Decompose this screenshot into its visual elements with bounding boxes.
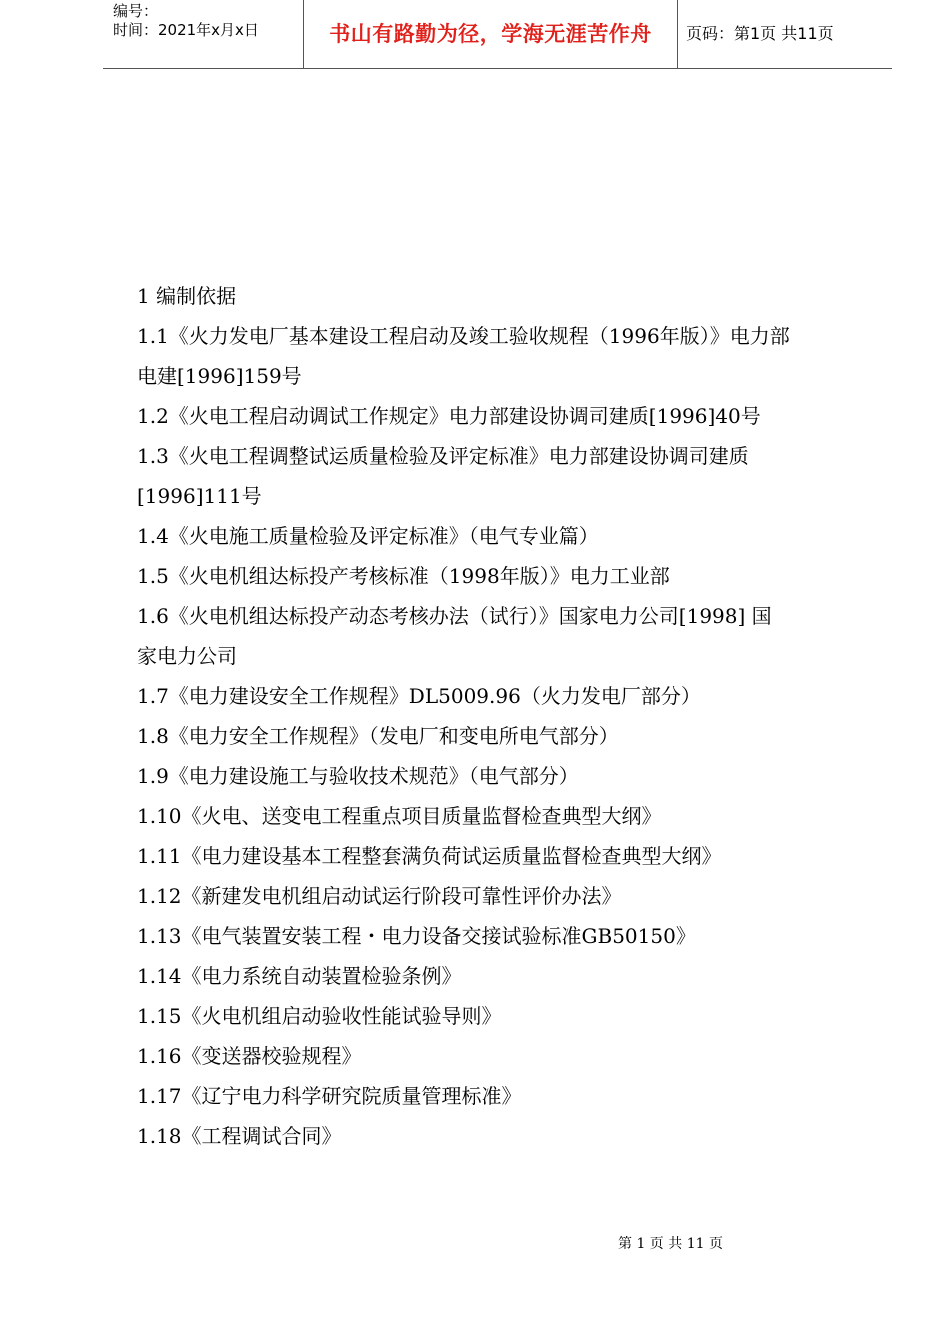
header-motto: 书山有路勤为径，学海无涯苦作舟 [304,0,678,68]
header-meta [103,0,304,68]
reference-item: 1.18《工程调试合同》 [137,1124,342,1148]
reference-item: 1.15《火电机组启动验收性能试验导则》 [137,1004,502,1028]
reference-item: 1.13《电气装置安装工程・电力设备交接试验标准GB50150》 [137,924,696,948]
reference-item: 1.12《新建发电机组启动试运行阶段可靠性评价办法》 [137,884,622,908]
reference-item: 1.4《火电施工质量检验及评定标准》（电气专业篇） [137,524,599,548]
reference-item: 1.7《电力建设安全工作规程》DL5009.96（火力发电厂部分） [137,684,701,708]
page-header [103,0,892,69]
document-code-label: 编号： [113,2,159,20]
footer-page-number: 第 1 页 共 11 页 [618,1236,723,1252]
reference-item: 1.3《火电工程调整试运质量检验及评定标准》电力部建设协调司建质 [137,444,749,468]
reference-item: 1.5《火电机组达标投产考核标准（1998年版）》电力工业部 [137,564,670,588]
reference-item-continuation: 家电力公司 [137,644,237,668]
reference-item: 1.17《辽宁电力科学研究院质量管理标准》 [137,1084,522,1108]
reference-item: 1.11《电力建设基本工程整套满负荷试运质量监督检查典型大纲》 [137,844,722,868]
reference-item: 1.14《电力系统自动装置检验条例》 [137,964,462,988]
document-date-label: 时间：2021年x月x日 [113,21,259,39]
reference-item: 1.9《电力建设施工与验收技术规范》（电气部分） [137,764,579,788]
reference-item: 1.1《火力发电厂基本建设工程启动及竣工验收规程（1996年版）》电力部 [137,324,790,348]
section-heading: 1 编制依据 [137,284,237,308]
reference-item-continuation: [1996]111号 [137,484,262,508]
reference-item: 1.6《火电机组达标投产动态考核办法（试行）》国家电力公司[1998] 国 [137,604,772,628]
document-body [137,276,867,1156]
header-page-number: 页码：第1页 共11页 [686,24,834,43]
reference-item: 1.2《火电工程启动调试工作规定》电力部建设协调司建质[1996]40号 [137,404,761,428]
reference-item-continuation: 电建[1996]159号 [137,364,302,388]
reference-item: 1.10《火电、送变电工程重点项目质量监督检查典型大纲》 [137,804,662,828]
reference-item: 1.8《电力安全工作规程》（发电厂和变电所电气部分） [137,724,619,748]
reference-item: 1.16《变送器校验规程》 [137,1044,362,1068]
